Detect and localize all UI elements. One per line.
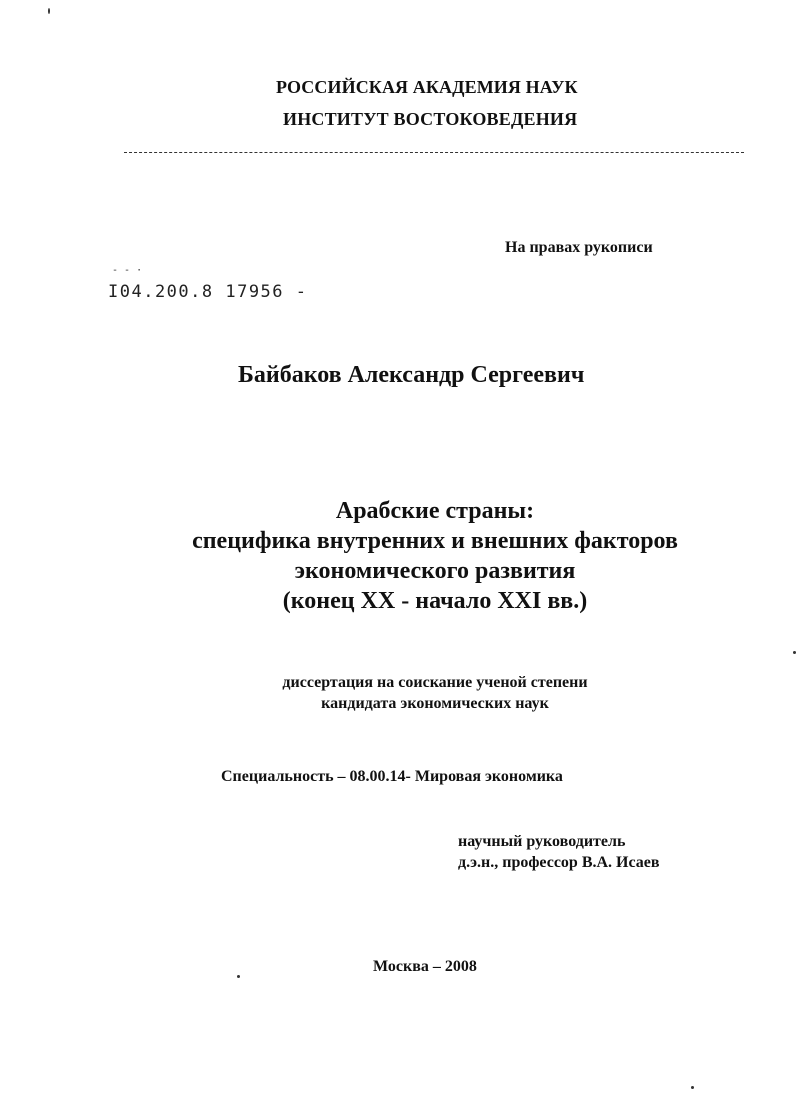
title-line-3: экономического развития <box>294 558 576 584</box>
scan-speck <box>48 8 50 14</box>
city-year: Москва – 2008 <box>373 958 477 975</box>
title-line-1: Арабские страны: <box>335 498 535 524</box>
degree-statement <box>0 672 799 714</box>
registration-stamp: I04.200.8 17956 - <box>108 282 308 302</box>
scan-speck <box>691 1086 694 1089</box>
institute-name: ИНСТИТУТ ВОСТОКОВЕДЕНИЯ <box>283 109 578 129</box>
author-name: Байбаков Александр Сергеевич <box>238 362 585 388</box>
scan-speck <box>237 975 240 978</box>
header-divider <box>124 152 744 153</box>
scientific-advisor <box>458 831 660 873</box>
organization-name: РОССИЙСКАЯ АКАДЕМИЯ НАУК <box>276 77 578 97</box>
title-line-4: (конец XX - начало XXI вв.) <box>282 588 588 614</box>
title-line-2: специфика внутренних и внешних факторов <box>192 528 678 554</box>
specialty-line: Специальность – 08.00.14- Мировая экономика <box>221 768 563 785</box>
degree-line-1: диссертация на соискание ученой степени <box>282 674 588 691</box>
scan-speck <box>793 651 796 654</box>
stamp-marks: - - · <box>112 265 143 276</box>
advisor-name: д.э.н., профессор В.А. Исаев <box>458 854 660 871</box>
advisor-role: научный руководитель <box>458 833 626 850</box>
degree-line-2: кандидата экономических наук <box>321 695 549 712</box>
manuscript-rights-note: На правах рукописи <box>505 239 653 256</box>
dissertation-title <box>0 496 799 616</box>
